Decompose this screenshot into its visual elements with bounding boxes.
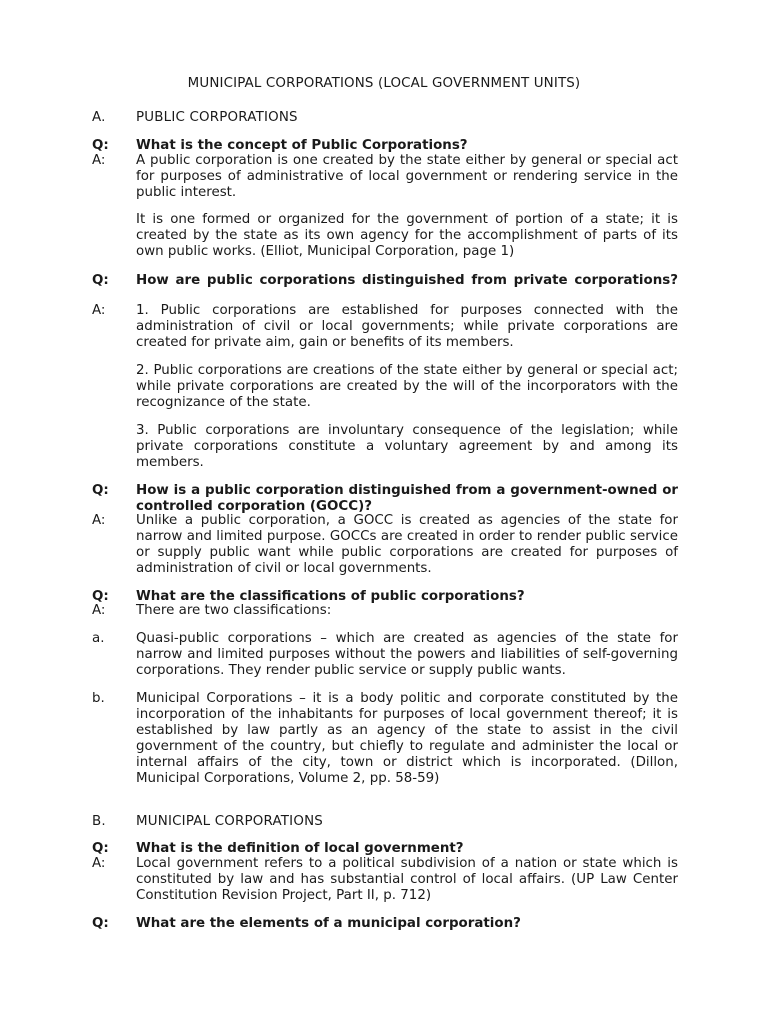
- answer-paragraph: 1. Public corporations are established for purposes connected with the administration of civil or local governments; while private corporations are created for private aim, gain or benefits of its members.: [136, 303, 678, 350]
- answer-paragraph: Local government refers to a political subdivision of a nation or state which is constituted by law and has substantial control of local affairs. (UP Law Center Constitution Revision Project, Part II, p. 712): [136, 856, 678, 903]
- answer-paragraph: 2. Public corporations are creations of the state either by general or special act; while private corporations are created by the will of the incorporators with the recognizance of the state.: [136, 363, 678, 410]
- answer-paragraph: Unlike a public corporation, a GOCC is created as agencies of the state for narrow and limited purpose. GOCCs are created in order to render public service or supply public want while public corporations are created for purposes of administration of civil or local governments.: [136, 513, 678, 576]
- answer-marker: A:: [92, 303, 106, 318]
- question-text: What is the definition of local government?: [136, 841, 464, 856]
- answer-2: [92, 303, 678, 351]
- question-marker: Q:: [92, 589, 109, 604]
- answer-1: [92, 153, 678, 201]
- question-marker: Q:: [92, 273, 109, 288]
- answer-2-paragraph-2: [92, 363, 678, 411]
- answer-3: [92, 513, 678, 577]
- answer-marker: A:: [92, 603, 106, 618]
- question-text: What are the classifications of public corporations?: [136, 589, 525, 604]
- answer-marker: A:: [92, 153, 106, 168]
- answer-marker: A:: [92, 856, 106, 871]
- list-marker: b.: [92, 691, 105, 706]
- question-1: [92, 138, 678, 154]
- question-5: [92, 841, 678, 857]
- question-marker: Q:: [92, 483, 109, 498]
- section-title: MUNICIPAL CORPORATIONS: [136, 814, 323, 829]
- answer-2-paragraph-3: [92, 423, 678, 471]
- answer-paragraph: There are two classifications:: [136, 603, 332, 618]
- answer-5: [92, 856, 678, 904]
- document-title: MUNICIPAL CORPORATIONS (LOCAL GOVERNMENT UNITS): [187, 76, 581, 91]
- question-text: What are the elements of a municipal corporation?: [136, 916, 521, 931]
- section-marker: A.: [92, 110, 106, 125]
- question-marker: Q:: [92, 916, 109, 931]
- section-marker: B.: [92, 814, 106, 829]
- question-text: [136, 273, 678, 289]
- answer-1-paragraph-2: [92, 212, 678, 260]
- question-2: [92, 273, 678, 289]
- section-a-heading: [92, 110, 678, 126]
- list-marker: a.: [92, 631, 105, 646]
- classification-item-a: [92, 631, 678, 679]
- answer-paragraph: 3. Public corporations are involuntary consequence of the legislation; while private corporations constitute a voluntary agreement by and among its members.: [136, 423, 678, 470]
- answer-paragraph: It is one formed or organized for the government of portion of a state; it is created by the state as its own agency for the accomplishment of parts of its own public works. (Elliot, Municipal Corporation, page 1): [136, 212, 678, 259]
- question-6: [92, 916, 678, 932]
- question-text: How is a public corporation distinguished from a government-owned or controlled corporation (GOCC)?: [136, 483, 678, 514]
- list-item-text: Quasi-public corporations – which are created as agencies of the state for narrow and limited purposes without the powers and liabilities of self-governing corporations. They render public service or supply public wants.: [136, 631, 678, 678]
- question-marker: Q:: [92, 841, 109, 856]
- section-b-heading: [92, 814, 678, 830]
- question-3: [92, 483, 678, 515]
- section-title: PUBLIC CORPORATIONS: [136, 110, 298, 125]
- question-text-content: How are public corporations distinguished from private corporations?: [136, 273, 678, 288]
- question-marker: Q:: [92, 138, 109, 153]
- classification-item-b: [92, 691, 678, 787]
- question-text: What is the concept of Public Corporations?: [136, 138, 468, 153]
- answer-paragraph: A public corporation is one created by the state either by general or special act for purposes of administrative of local government or rendering service in the public interest.: [136, 153, 678, 200]
- answer-4: [92, 603, 678, 619]
- list-item-text: Municipal Corporations – it is a body politic and corporate constituted by the incorporation of the inhabitants for purposes of local government thereof; it is established by law partly as an agency of the state to assist in the civil government of the country, but chiefly to regulate and administer the local or internal affairs of the city, town or district which is incorporated. (Dillon, Municipal Corporations, Volume 2, pp. 58-59): [136, 691, 678, 786]
- answer-marker: A:: [92, 513, 106, 528]
